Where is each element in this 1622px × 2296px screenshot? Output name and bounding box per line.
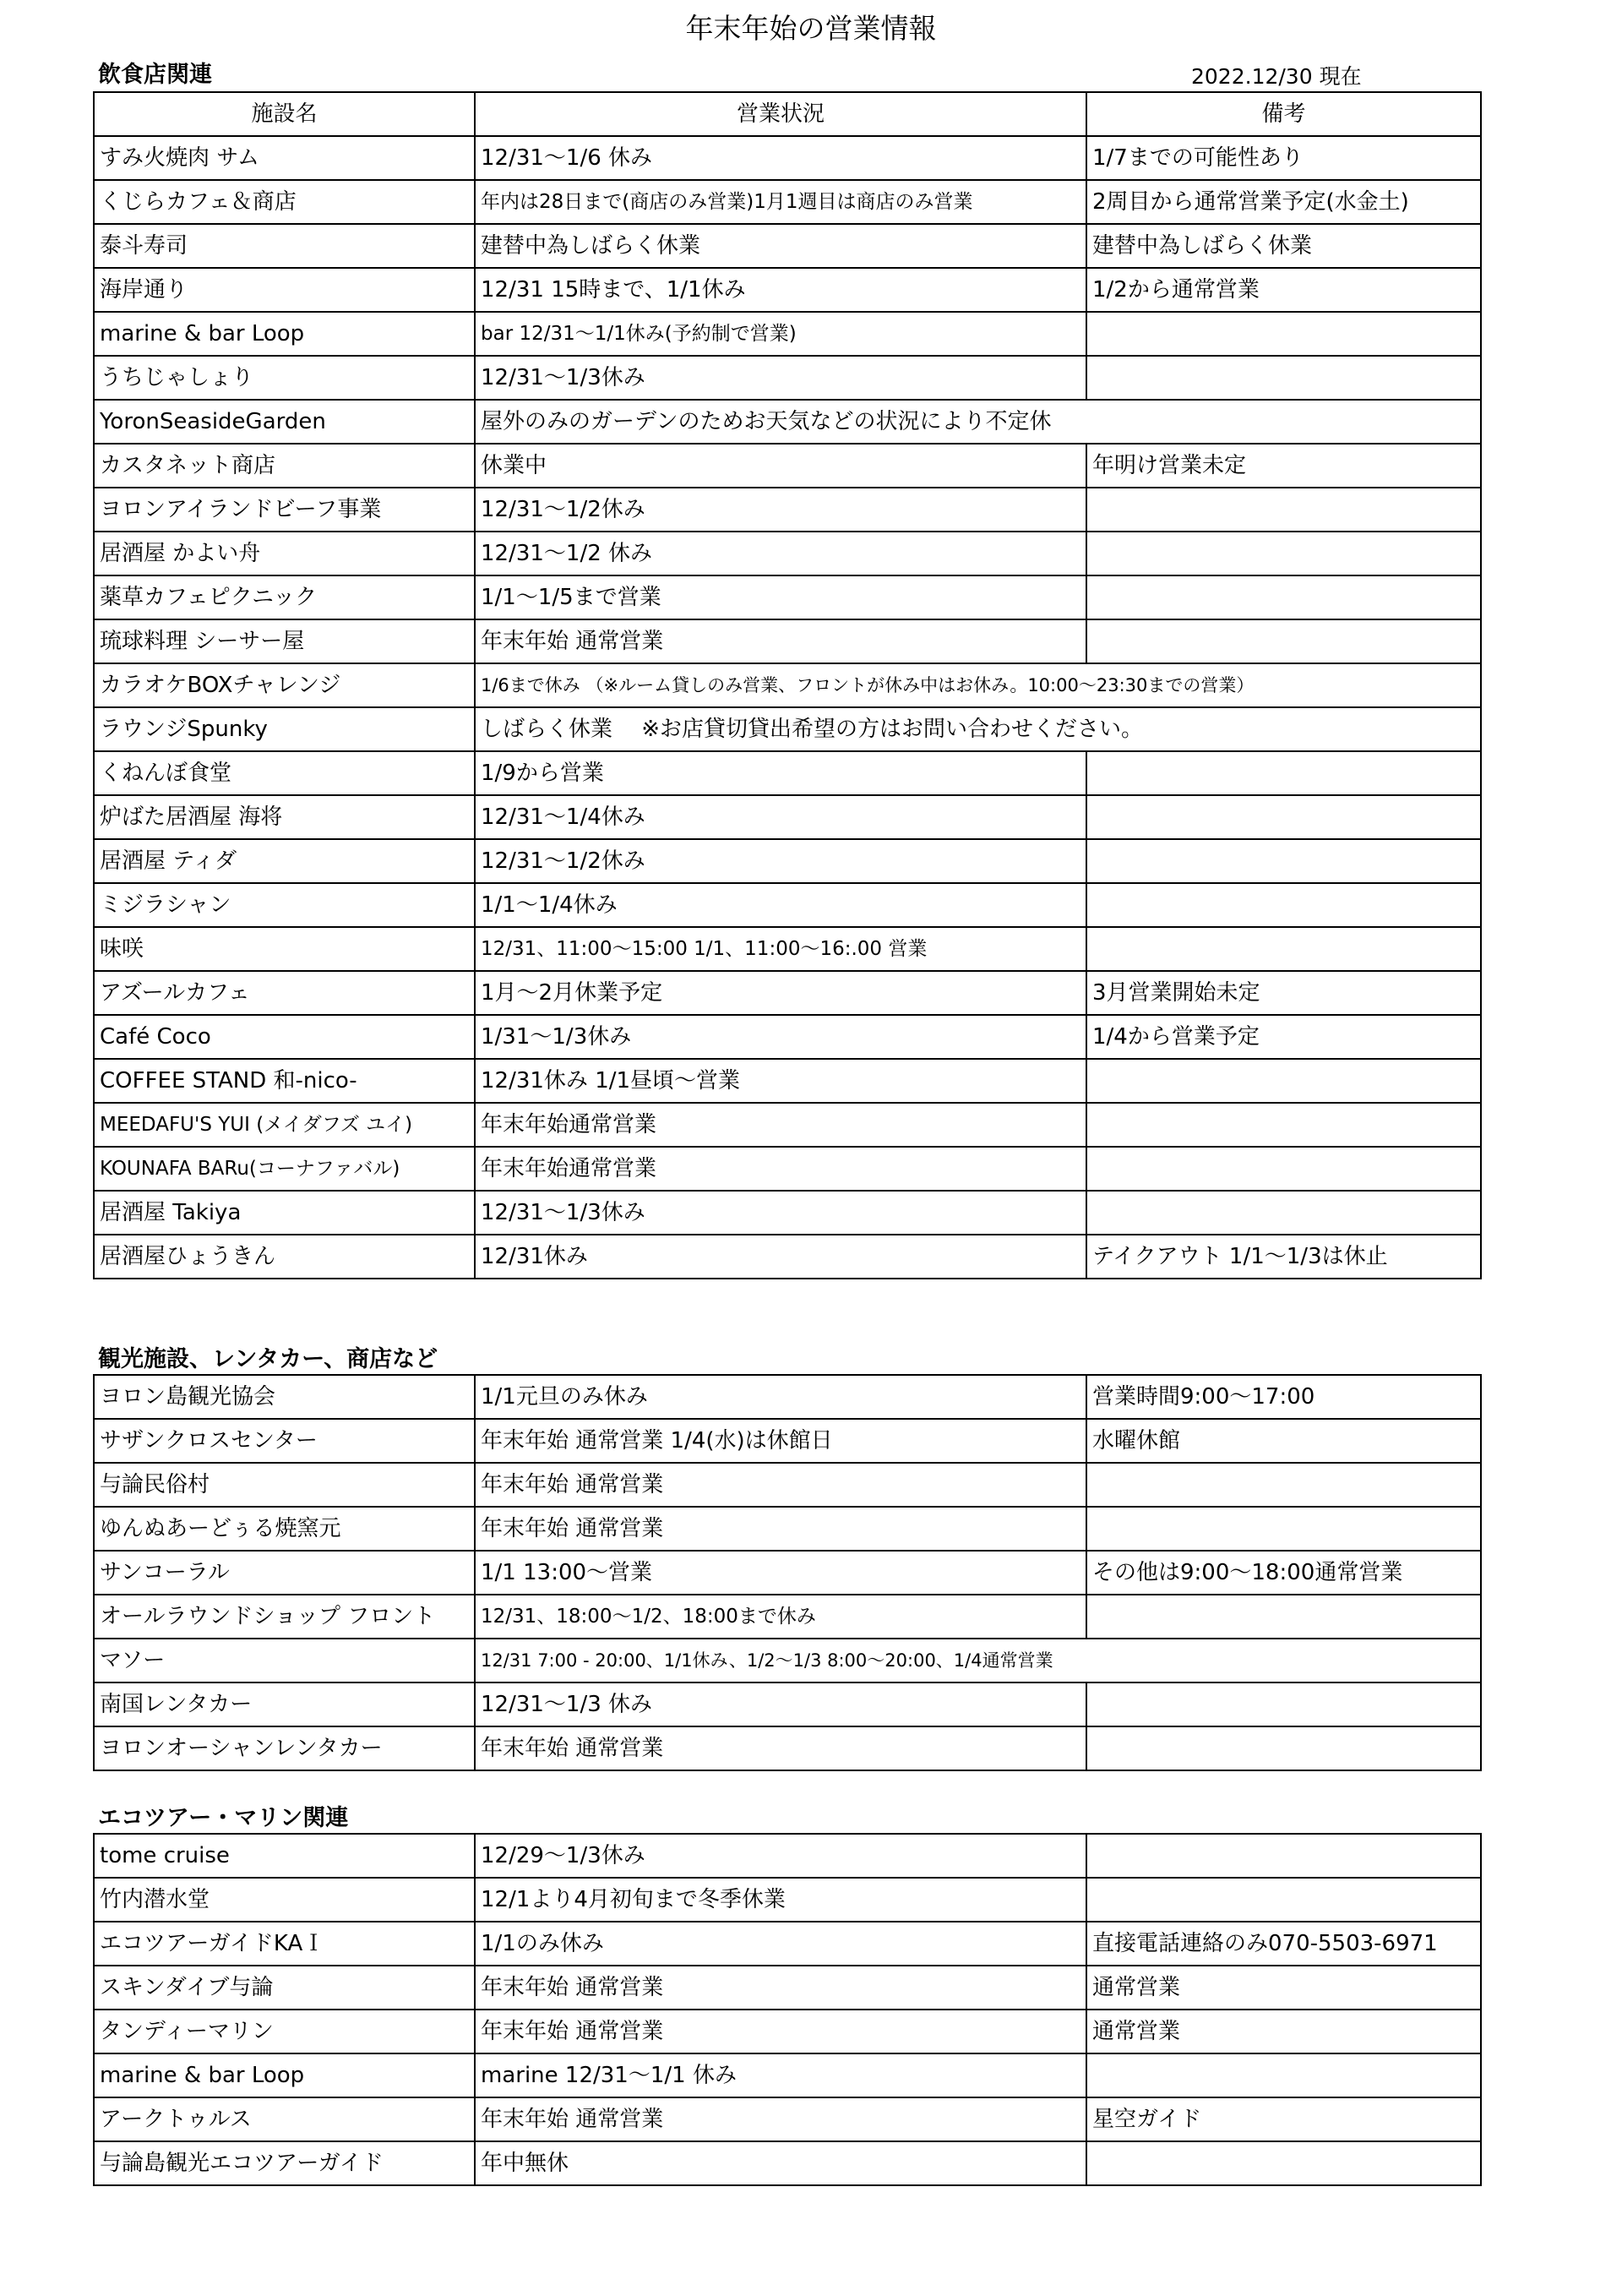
- facility-name-cell: 与論民俗村: [94, 1463, 475, 1507]
- facility-name-cell: ミジラシャン: [94, 883, 475, 927]
- table-header-row: [94, 92, 1481, 136]
- business-status-cell: 年内は28日まで(商店のみ営業)1月1週目は商店のみ営業: [475, 180, 1086, 224]
- restaurants-table: [93, 91, 1482, 1279]
- section-title-tourism: 観光施設、レンタカー、商店など: [98, 1346, 438, 1372]
- facility-name-cell: 南国レンタカー: [94, 1682, 475, 1726]
- facility-name-cell: うちじゃしょり: [94, 356, 475, 400]
- facility-name-cell: 薬草カフェピクニック: [94, 575, 475, 619]
- table-row: [94, 400, 1481, 444]
- business-status-cell: 年末年始通常営業: [475, 1147, 1086, 1191]
- business-status-cell: 12/31～1/3 休み: [475, 1682, 1086, 1726]
- business-status-cell: 1/1～1/4休み: [475, 883, 1086, 927]
- remarks-cell: その他は9:00～18:00通常営業: [1086, 1551, 1481, 1595]
- remarks-cell: [1086, 488, 1481, 532]
- business-status-cell: 12/31～1/3休み: [475, 1191, 1086, 1235]
- remarks-cell: [1086, 532, 1481, 575]
- table-row: [94, 1015, 1481, 1059]
- business-status-cell: 12/29～1/3休み: [475, 1834, 1086, 1878]
- business-status-cell: 12/31～1/4休み: [475, 795, 1086, 839]
- ecotour-marine-table: [93, 1833, 1482, 2186]
- business-status-cell: 12/31 7:00 - 20:00、1/1休み、1/2～1/3 8:00～20:00、1/4通常営業: [475, 1639, 1481, 1682]
- remarks-cell: [1086, 1463, 1481, 1507]
- remarks-cell: [1086, 1147, 1481, 1191]
- remarks-cell: 水曜休館: [1086, 1419, 1481, 1463]
- remarks-cell: [1086, 1682, 1481, 1726]
- business-status-cell: 12/31～1/3休み: [475, 356, 1086, 400]
- remarks-cell: 1/2から通常営業: [1086, 268, 1481, 312]
- table-row: [94, 532, 1481, 575]
- table-row: [94, 663, 1481, 707]
- remarks-cell: [1086, 312, 1481, 356]
- table-row: [94, 312, 1481, 356]
- table-row: [94, 1103, 1481, 1147]
- business-status-cell: 1/9から営業: [475, 751, 1086, 795]
- facility-name-cell: 与論島観光エコツアーガイド: [94, 2141, 475, 2185]
- facility-name-cell: COFFEE STAND 和-nico-: [94, 1059, 475, 1103]
- business-status-cell: bar 12/31～1/1休み(予約制で営業): [475, 312, 1086, 356]
- facility-name-cell: ヨロンオーシャンレンタカー: [94, 1726, 475, 1770]
- section-title-ecotour-marine: エコツアー・マリン関連: [98, 1805, 349, 1831]
- table-row: [94, 883, 1481, 927]
- remarks-cell: 建替中為しばらく休業: [1086, 224, 1481, 268]
- facility-name-cell: tome cruise: [94, 1834, 475, 1878]
- business-status-cell: 年末年始 通常営業: [475, 1966, 1086, 2010]
- table-row: [94, 1595, 1481, 1639]
- table-row: [94, 180, 1481, 224]
- table-row: [94, 619, 1481, 663]
- facility-name-cell: アークトゥルス: [94, 2097, 475, 2141]
- business-status-cell: 1/6まで休み （※ルーム貸しのみ営業、フロントが休み中はお休み。10:00～23:30までの営業）: [475, 663, 1481, 707]
- table-row: [94, 1375, 1481, 1419]
- facility-name-cell: ラウンジSpunky: [94, 707, 475, 751]
- facility-name-cell: 居酒屋 Takiya: [94, 1191, 475, 1235]
- facility-name-cell: marine & bar Loop: [94, 312, 475, 356]
- facility-name-cell: 居酒屋 ティダ: [94, 839, 475, 883]
- table-row: [94, 356, 1481, 400]
- business-status-cell: 年末年始 通常営業: [475, 2010, 1086, 2053]
- table-row: [94, 1682, 1481, 1726]
- table-row: [94, 2097, 1481, 2141]
- business-status-cell: 12/31～1/2休み: [475, 839, 1086, 883]
- business-status-cell: 年末年始 通常営業: [475, 1507, 1086, 1551]
- table-row: [94, 1966, 1481, 2010]
- remarks-cell: [1086, 1595, 1481, 1639]
- business-status-cell: 年末年始 通常営業: [475, 619, 1086, 663]
- business-status-cell: 年末年始 通常営業: [475, 1726, 1086, 1770]
- business-status-cell: 1月～2月休業予定: [475, 971, 1086, 1015]
- remarks-cell: 3月営業開始未定: [1086, 971, 1481, 1015]
- facility-name-cell: 海岸通り: [94, 268, 475, 312]
- remarks-cell: [1086, 1834, 1481, 1878]
- facility-name-cell: 竹内潜水堂: [94, 1878, 475, 1922]
- column-header: 備考: [1086, 92, 1481, 136]
- facility-name-cell: KOUNAFA BARu(コーナファバル): [94, 1147, 475, 1191]
- facility-name-cell: Café Coco: [94, 1015, 475, 1059]
- table-row: [94, 268, 1481, 312]
- table-row: [94, 488, 1481, 532]
- business-status-cell: 年末年始 通常営業 1/4(水)は休館日: [475, 1419, 1086, 1463]
- facility-name-cell: 居酒屋 かよい舟: [94, 532, 475, 575]
- facility-name-cell: エコツアーガイドKAＩ: [94, 1922, 475, 1966]
- remarks-cell: [1086, 1507, 1481, 1551]
- business-status-cell: 12/31～1/6 休み: [475, 136, 1086, 180]
- remarks-cell: [1086, 2053, 1481, 2097]
- table-row: [94, 1922, 1481, 1966]
- business-status-cell: 12/31～1/2休み: [475, 488, 1086, 532]
- business-status-cell: 建替中為しばらく休業: [475, 224, 1086, 268]
- column-header: 施設名: [94, 92, 475, 136]
- facility-name-cell: カラオケBOXチャレンジ: [94, 663, 475, 707]
- remarks-cell: [1086, 2141, 1481, 2185]
- table-row: [94, 795, 1481, 839]
- facility-name-cell: カスタネット商店: [94, 444, 475, 488]
- facility-name-cell: ヨロンアイランドビーフ事業: [94, 488, 475, 532]
- facility-name-cell: サザンクロスセンター: [94, 1419, 475, 1463]
- remarks-cell: 営業時間9:00～17:00: [1086, 1375, 1481, 1419]
- remarks-cell: [1086, 575, 1481, 619]
- facility-name-cell: くねんぼ食堂: [94, 751, 475, 795]
- business-status-cell: 屋外のみのガーデンのためお天気などの状況により不定休: [475, 400, 1481, 444]
- remarks-cell: [1086, 1103, 1481, 1147]
- table-row: [94, 575, 1481, 619]
- table-row: [94, 1878, 1481, 1922]
- table-row: [94, 1726, 1481, 1770]
- tourism-table: [93, 1374, 1482, 1771]
- business-status-cell: 12/31休み 1/1昼頃～営業: [475, 1059, 1086, 1103]
- column-header: 営業状況: [475, 92, 1086, 136]
- as-of-date: 2022.12/30 現在: [1191, 64, 1362, 89]
- remarks-cell: 星空ガイド: [1086, 2097, 1481, 2141]
- remarks-cell: [1086, 883, 1481, 927]
- remarks-cell: [1086, 1059, 1481, 1103]
- business-status-cell: 12/31、18:00～1/2、18:00まで休み: [475, 1595, 1086, 1639]
- business-status-cell: しばらく休業 ※お店貸切貸出希望の方はお問い合わせください。: [475, 707, 1481, 751]
- facility-name-cell: YoronSeasideGarden: [94, 400, 475, 444]
- table-row: [94, 1419, 1481, 1463]
- business-status-cell: 年中無休: [475, 2141, 1086, 2185]
- facility-name-cell: くじらカフェ＆商店: [94, 180, 475, 224]
- business-status-cell: 12/31 15時まで、1/1休み: [475, 268, 1086, 312]
- table-row: [94, 927, 1481, 971]
- remarks-cell: 1/4から営業予定: [1086, 1015, 1481, 1059]
- business-status-cell: 休業中: [475, 444, 1086, 488]
- remarks-cell: [1086, 356, 1481, 400]
- facility-name-cell: 炉ばた居酒屋 海将: [94, 795, 475, 839]
- remarks-cell: [1086, 927, 1481, 971]
- facility-name-cell: ヨロン島観光協会: [94, 1375, 475, 1419]
- business-status-cell: 年末年始通常営業: [475, 1103, 1086, 1147]
- table-row: [94, 444, 1481, 488]
- remarks-cell: [1086, 1191, 1481, 1235]
- facility-name-cell: ゆんぬあーどぅる焼窯元: [94, 1507, 475, 1551]
- table-row: [94, 1834, 1481, 1878]
- table-row: [94, 1551, 1481, 1595]
- facility-name-cell: タンディーマリン: [94, 2010, 475, 2053]
- facility-name-cell: MEEDAFU'S YUI (メイダフズ ユイ): [94, 1103, 475, 1147]
- table-row: [94, 2053, 1481, 2097]
- table-row: [94, 751, 1481, 795]
- table-row: [94, 1507, 1481, 1551]
- remarks-cell: 通常営業: [1086, 2010, 1481, 2053]
- business-status-cell: 12/31～1/2 休み: [475, 532, 1086, 575]
- page-title: 年末年始の営業情報: [685, 12, 937, 45]
- business-status-cell: 1/31～1/3休み: [475, 1015, 1086, 1059]
- facility-name-cell: 琉球料理 シーサー屋: [94, 619, 475, 663]
- business-status-cell: 12/1より4月初旬まで冬季休業: [475, 1878, 1086, 1922]
- facility-name-cell: 居酒屋ひょうきん: [94, 1235, 475, 1279]
- business-status-cell: 1/1 13:00～営業: [475, 1551, 1086, 1595]
- remarks-cell: 通常営業: [1086, 1966, 1481, 2010]
- section-title-restaurants: 飲食店関連: [98, 62, 212, 88]
- business-status-cell: 年末年始 通常営業: [475, 1463, 1086, 1507]
- table-row: [94, 224, 1481, 268]
- table-row: [94, 971, 1481, 1015]
- business-status-cell: 年末年始 通常営業: [475, 2097, 1086, 2141]
- facility-name-cell: オールラウンドショップ フロント: [94, 1595, 475, 1639]
- business-status-cell: 12/31休み: [475, 1235, 1086, 1279]
- table-row: [94, 1235, 1481, 1279]
- remarks-cell: [1086, 751, 1481, 795]
- remarks-cell: テイクアウト 1/1～1/3は休止: [1086, 1235, 1481, 1279]
- table-row: [94, 1059, 1481, 1103]
- business-status-cell: 1/1元旦のみ休み: [475, 1375, 1086, 1419]
- remarks-cell: [1086, 795, 1481, 839]
- facility-name-cell: marine & bar Loop: [94, 2053, 475, 2097]
- remarks-cell: [1086, 1878, 1481, 1922]
- table-row: [94, 2141, 1481, 2185]
- business-status-cell: 1/1のみ休み: [475, 1922, 1086, 1966]
- business-status-cell: 1/1～1/5まで営業: [475, 575, 1086, 619]
- table-row: [94, 707, 1481, 751]
- facility-name-cell: すみ火焼肉 サム: [94, 136, 475, 180]
- remarks-cell: [1086, 1726, 1481, 1770]
- facility-name-cell: アズールカフェ: [94, 971, 475, 1015]
- table-row: [94, 1639, 1481, 1682]
- table-row: [94, 1147, 1481, 1191]
- business-status-cell: 12/31、11:00～15:00 1/1、11:00～16:.00 営業: [475, 927, 1086, 971]
- table-row: [94, 136, 1481, 180]
- remarks-cell: 1/7までの可能性あり: [1086, 136, 1481, 180]
- facility-name-cell: 味咲: [94, 927, 475, 971]
- facility-name-cell: サンコーラル: [94, 1551, 475, 1595]
- remarks-cell: 2周目から通常営業予定(水金土): [1086, 180, 1481, 224]
- remarks-cell: [1086, 619, 1481, 663]
- facility-name-cell: マソー: [94, 1639, 475, 1682]
- remarks-cell: 年明け営業未定: [1086, 444, 1481, 488]
- table-row: [94, 839, 1481, 883]
- facility-name-cell: スキンダイブ与論: [94, 1966, 475, 2010]
- table-row: [94, 2010, 1481, 2053]
- table-row: [94, 1463, 1481, 1507]
- remarks-cell: 直接電話連絡のみ070-5503-6971: [1086, 1922, 1481, 1966]
- facility-name-cell: 泰斗寿司: [94, 224, 475, 268]
- table-row: [94, 1191, 1481, 1235]
- remarks-cell: [1086, 839, 1481, 883]
- business-status-cell: marine 12/31～1/1 休み: [475, 2053, 1086, 2097]
